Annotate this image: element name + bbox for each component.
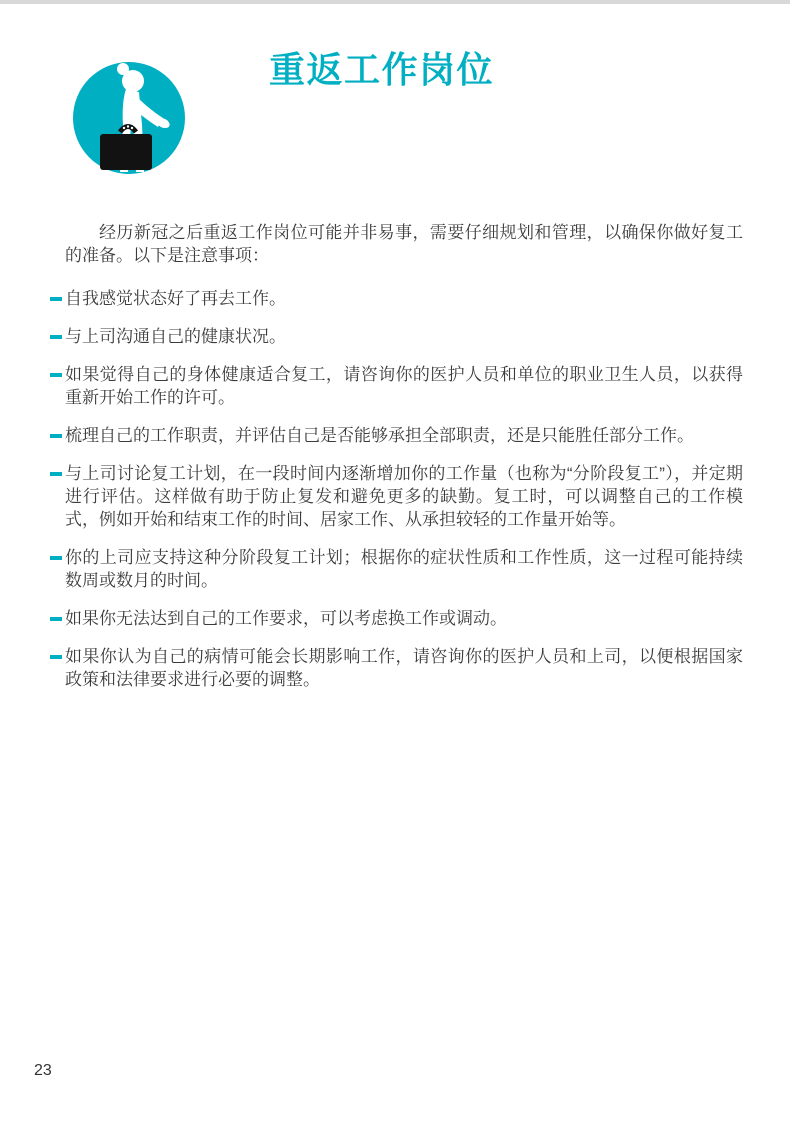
- bullet-text: 如果你无法达到自己的工作要求，可以考虑换工作或调动。: [65, 609, 507, 628]
- return-to-work-icon-graphic: [73, 62, 185, 174]
- dash-bullet-marker: [50, 424, 65, 447]
- dash-bullet-marker: [50, 287, 65, 310]
- dash-bullet-marker: [50, 462, 65, 531]
- bullet-text: 与上司讨论复工计划，在一段时间内逐渐增加你的工作量（也称为“分阶段复工”），并定期进行评估。这样做有助于防止复发和避免更多的缺勤。复工时，可以调整自己的工作模式，例如开始和结束工作的时间、居家工作、从承担较轻的工作量开始等。: [65, 464, 743, 529]
- bullet-text: 梳理自己的工作职责，并评估自己是否能够承担全部职责，还是只能胜任部分工作。: [65, 426, 694, 445]
- dash-bullet-marker: [50, 607, 65, 630]
- bullet-text: 你的上司应支持这种分阶段复工计划；根据你的症状性质和工作性质，这一过程可能持续数周或数月的时间。: [65, 548, 743, 590]
- bullet-item: [50, 363, 743, 409]
- bullet-item: [50, 546, 743, 592]
- bullet-text: 如果你认为自己的病情可能会长期影响工作，请咨询你的医护人员和上司，以便根据国家政策和法律要求进行必要的调整。: [65, 647, 743, 689]
- bullet-text: 与上司沟通自己的健康状况。: [65, 327, 286, 346]
- dash-bullet-marker: [50, 546, 65, 592]
- page-top-edge: [0, 0, 790, 4]
- dash-bullet-marker: [50, 363, 65, 409]
- bullet-item: [50, 462, 743, 531]
- bullet-item: [50, 325, 743, 348]
- bullet-item: [50, 607, 743, 630]
- bullet-item: [50, 287, 743, 310]
- bullet-text: 自我感觉状态好了再去工作。: [65, 289, 286, 308]
- bullet-item: [50, 645, 743, 691]
- bullet-item: [50, 424, 743, 447]
- main-content: [50, 221, 743, 706]
- person-walking-with-briefcase-icon: [73, 62, 185, 174]
- page-number: 23: [34, 1062, 52, 1079]
- page-title: 重返工作岗位: [269, 49, 495, 90]
- dash-bullet-marker: [50, 645, 65, 691]
- bullet-text: 如果觉得自己的身体健康适合复工，请咨询你的医护人员和单位的职业卫生人员，以获得重新开始工作的许可。: [65, 365, 743, 407]
- dash-bullet-marker: [50, 325, 65, 348]
- intro-paragraph: 经历新冠之后重返工作岗位可能并非易事，需要仔细规划和管理，以确保你做好复工的准备。以下是注意事项：: [65, 223, 743, 265]
